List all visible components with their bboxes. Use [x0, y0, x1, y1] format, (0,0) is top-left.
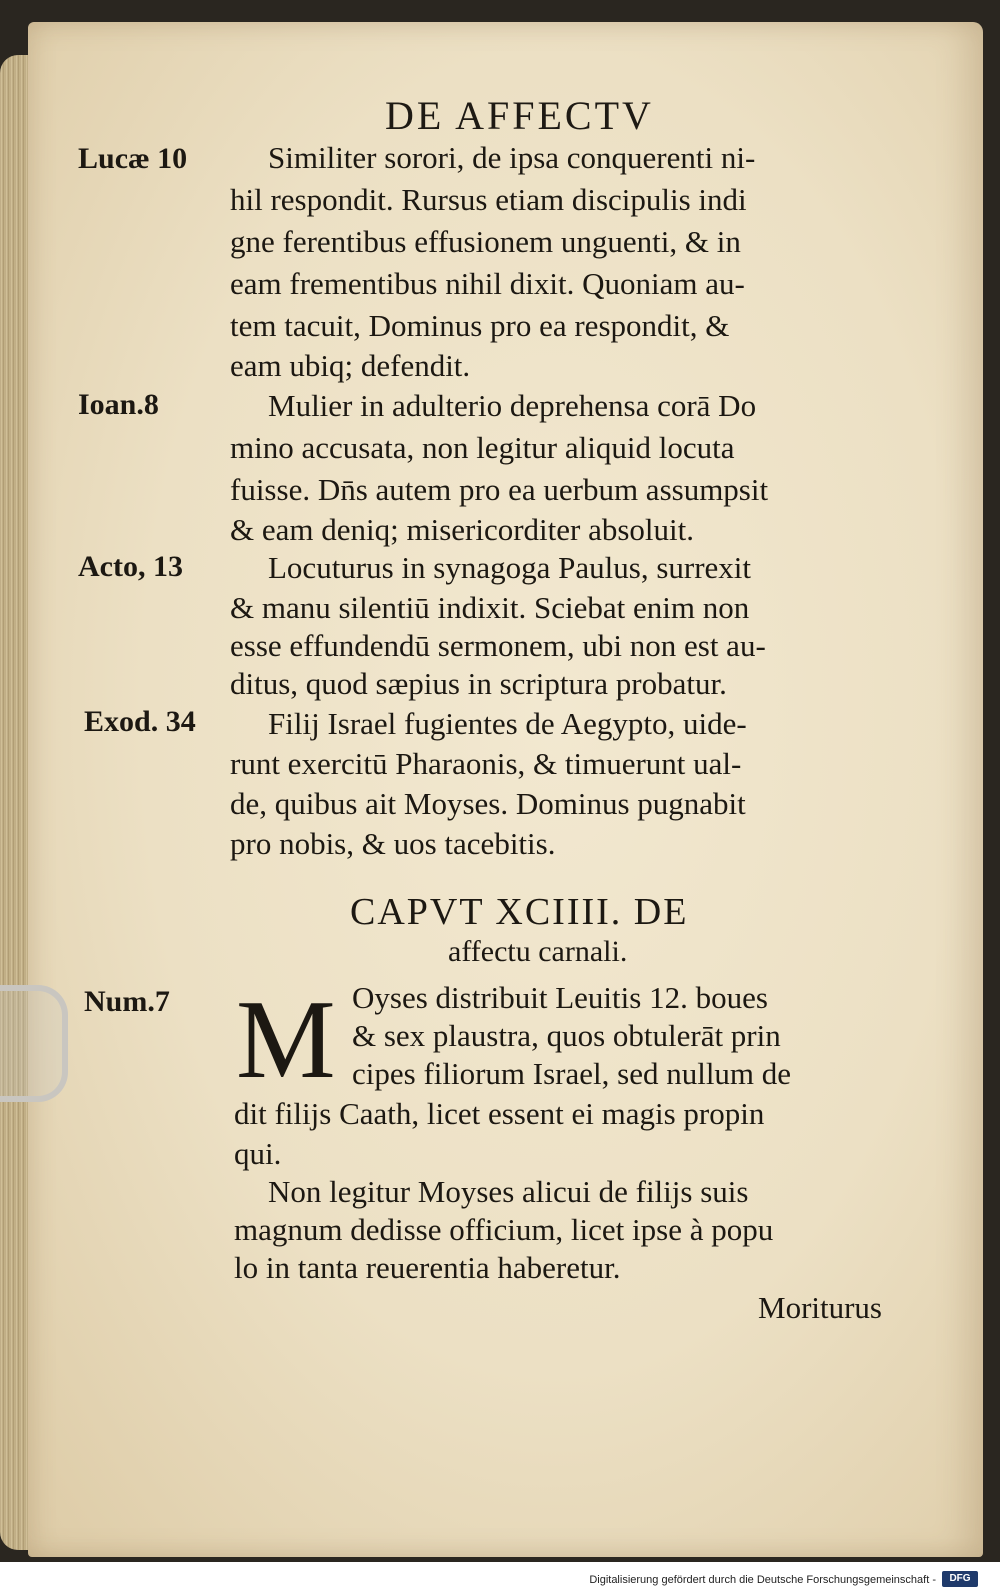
text-line: qui.: [234, 1136, 282, 1171]
margin-note: Num.7: [84, 985, 170, 1018]
margin-note: Ioan.8: [78, 388, 159, 421]
text-line: Filij Israel fugientes de Aegypto, uide-: [268, 706, 747, 741]
dfg-logo-icon: DFG: [942, 1571, 978, 1587]
text-line: Similiter sorori, de ipsa conquerenti ni-: [268, 140, 756, 175]
text-line: hil respondit. Rursus etiam discipulis indi: [230, 182, 747, 217]
text-line: eam frementibus nihil dixit. Quoniam au-: [230, 266, 745, 301]
margin-note: Acto, 13: [78, 550, 183, 583]
text-line: gne ferentibus effusionem unguenti, & in: [230, 224, 741, 259]
catchword: Moriturus: [758, 1290, 882, 1325]
drop-capital: M: [236, 978, 336, 1102]
text-line: & manu silentiū indixit. Sciebat enim non: [230, 590, 750, 625]
text-line: ditus, quod sæpius in scriptura probatur.: [230, 666, 727, 701]
text-line: fuisse. Dn̄s autem pro ea uerbum assumpsit: [230, 472, 769, 507]
text-line: magnum dedisse officium, licet ipse à popu: [234, 1212, 774, 1247]
footer-bar: [0, 1562, 1000, 1596]
text-line: pro nobis, & uos tacebitis.: [230, 826, 556, 861]
book-clip: [0, 985, 68, 1102]
text-line: eam ubiq; defendit.: [230, 348, 471, 383]
text-line: cipes filiorum Israel, sed nullum de: [352, 1056, 792, 1091]
text-line: runt exercitū Pharaonis, & timuerunt ual-: [230, 746, 742, 781]
text-line: Locuturus in synagoga Paulus, surrexit: [268, 550, 752, 585]
text-line: dit filijs Caath, licet essent ei magis propin: [234, 1096, 765, 1131]
text-line: Non legitur Moyses alicui de filijs suis: [268, 1174, 749, 1209]
margin-note: Exod. 34: [84, 705, 196, 738]
margin-note: Lucæ 10: [78, 142, 188, 175]
text-line: Mulier in adulterio deprehensa corā Do: [268, 388, 757, 423]
text-line: & sex plaustra, quos obtulerāt prin: [352, 1018, 781, 1053]
text-line: esse effundendū sermonem, ubi non est au-: [230, 628, 766, 663]
text-line: & eam deniq; misericorditer absoluit.: [230, 512, 695, 547]
footer-credit: Digitalisierung gefördert durch die Deutsche Forschungsgemeinschaft -: [589, 1574, 936, 1586]
text-line: de, quibus ait Moyses. Dominus pugnabit: [230, 786, 746, 821]
chapter-subtitle: affectu carnali.: [448, 935, 628, 968]
chapter-title: CAPVT XCIIII. DE: [350, 891, 689, 933]
text-line: lo in tanta reuerentia haberetur.: [234, 1250, 621, 1285]
running-head: DE AFFECTV: [385, 93, 654, 138]
text-line: tem tacuit, Dominus pro ea respondit, &: [230, 308, 730, 343]
text-line: Oyses distribuit Leuitis 12. boues: [352, 980, 768, 1015]
text-line: mino accusata, non legitur aliquid locuta: [230, 430, 735, 465]
